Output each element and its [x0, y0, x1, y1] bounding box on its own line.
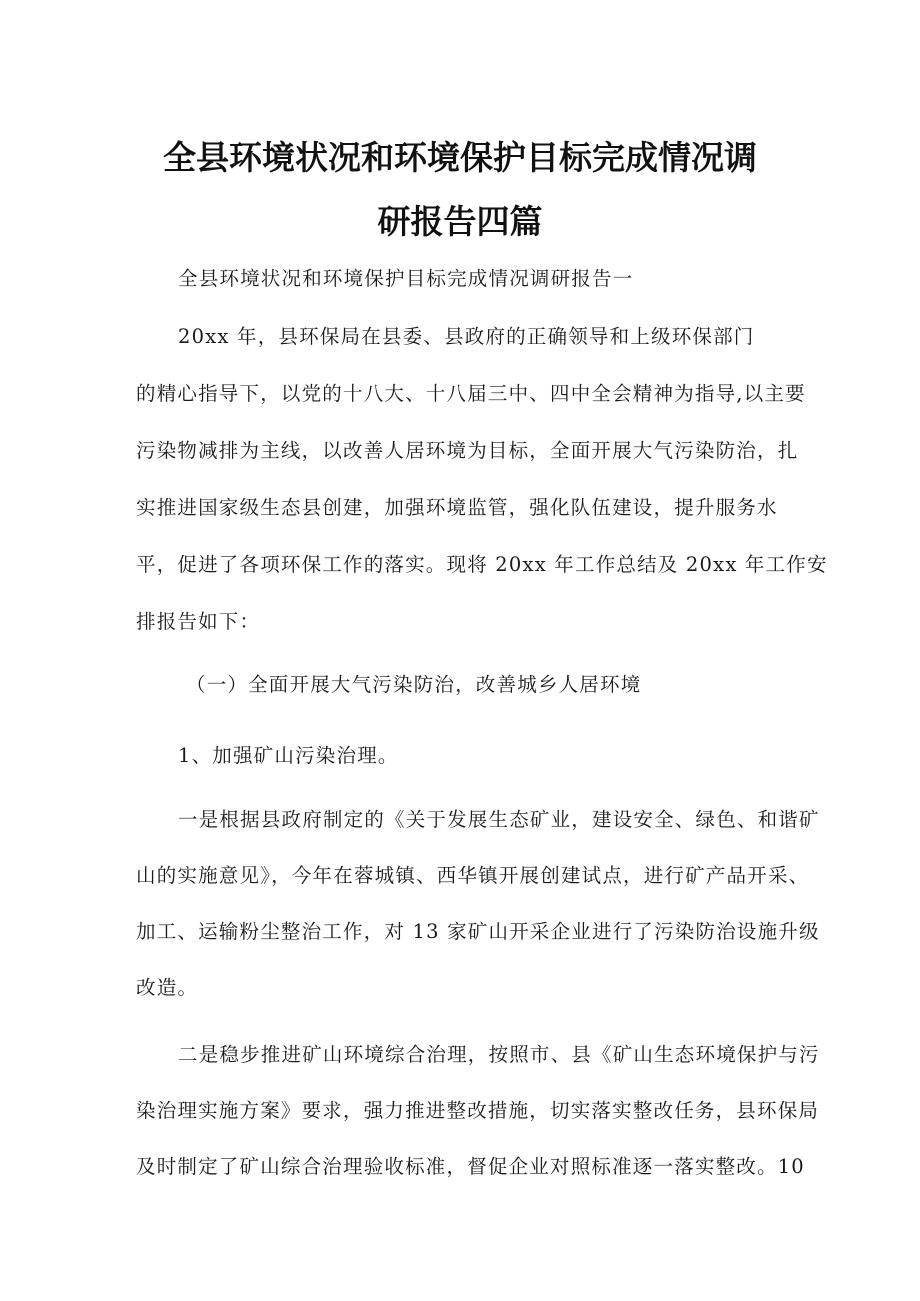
paragraph-line: 山的实施意见》，今年在蓉城镇、西华镇开展创建试点，进行矿产品开采、	[136, 864, 810, 887]
section-heading: （一）全面开展大气污染防治，改善城乡人居环境	[186, 673, 642, 696]
report-subtitle: 全县环境状况和环境保护目标完成情况调研报告一	[178, 267, 634, 290]
paragraph-line: 平，促进了各项环保工作的落实。现将 20xx 年工作总结及 20xx 年工作安	[136, 553, 828, 576]
document-title-line-1: 全县环境状况和环境保护目标完成情况调	[163, 138, 757, 177]
paragraph-line: 加工、运输粉尘整治工作，对 13 家矿山开采企业进行了污染防治设施升级	[136, 920, 820, 943]
paragraph-line: 一是根据县政府制定的《关于发展生态矿业，建设安全、绿色、和谐矿	[178, 808, 820, 831]
paragraph-line: 二是稳步推进矿山环境综合治理，按照市、县《矿山生态环境保护与污	[178, 1043, 820, 1066]
paragraph-line: 的精心指导下，以党的十八大、十八届三中、四中全会精神为指导,以主要	[136, 382, 806, 405]
paragraph-line: 排报告如下：	[136, 610, 261, 633]
paragraph-line: 染治理实施方案》要求，强力推进整改措施，切实落实整改任务，县环保局	[136, 1099, 820, 1122]
paragraph-line: 实推进国家级生态县创建，加强环境监管，强化队伍建设，提升服务水	[136, 496, 778, 519]
paragraph-line: 污染物减排为主线，以改善人居环境为目标，全面开展大气污染防治，扎	[136, 439, 799, 462]
paragraph-line: 及时制定了矿山综合治理验收标准，督促企业对照标准逐一落实整改。10	[136, 1155, 805, 1178]
paragraph-line: 20xx 年，县环保局在县委、县政府的正确领导和上级环保部门	[178, 325, 755, 348]
subsection-heading: 1、加强矿山污染治理。	[178, 744, 399, 767]
document-title-line-2: 研报告四篇	[377, 202, 543, 241]
paragraph-line: 改造。	[136, 976, 199, 999]
